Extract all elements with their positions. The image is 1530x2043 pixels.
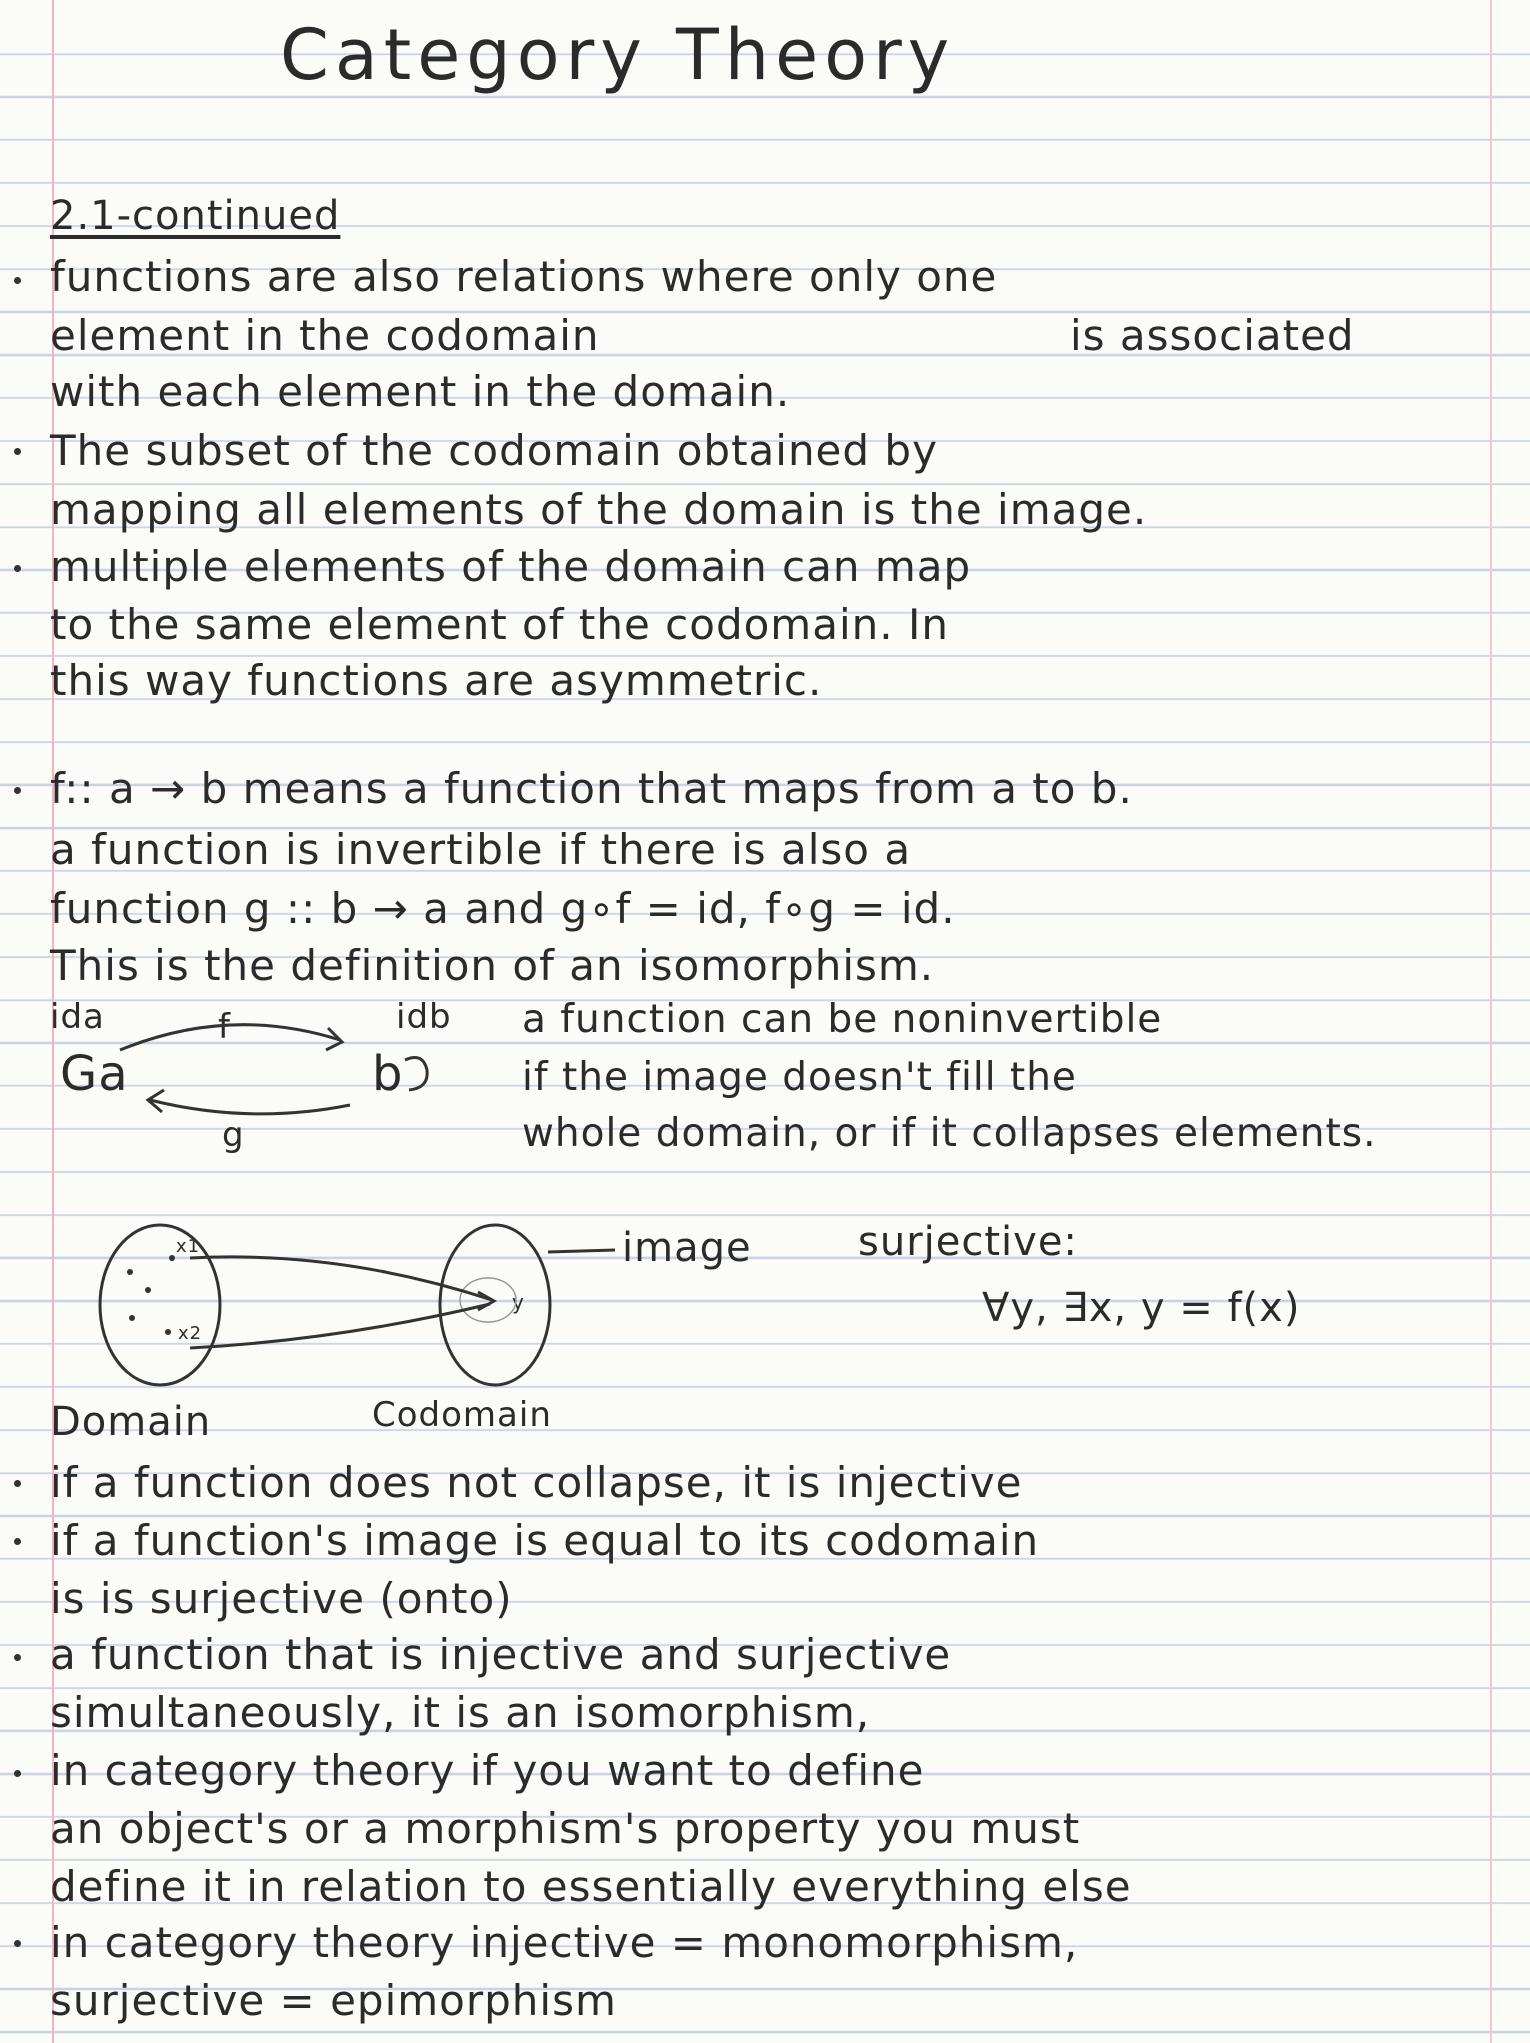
x2-label: x2 — [178, 1323, 203, 1344]
domain-point — [129, 1315, 135, 1321]
g-arrow — [150, 1100, 350, 1114]
surjective-formula: ∀y, ∃x, y = f(x) — [982, 1285, 1301, 1331]
page-title: Category Theory — [280, 14, 956, 96]
map-arrowhead — [478, 1292, 494, 1310]
note-line: The subset of the codomain obtained by — [50, 426, 938, 475]
surjective-label: surjective: — [858, 1219, 1078, 1265]
image-pointer — [548, 1250, 615, 1252]
note-line: define it in relation to essentially everything else — [50, 1862, 1132, 1911]
note-line: function g :: b → a and g∘f = id, f∘g = id. — [50, 884, 956, 933]
image-label: image — [622, 1225, 752, 1271]
note-line: a function is invertible if there is also a — [50, 825, 912, 874]
domain-point — [127, 1269, 133, 1275]
ga-label: Ga — [60, 1046, 129, 1102]
note-line: is is surjective (onto) — [50, 1574, 513, 1623]
note-line: in category theory if you want to define — [50, 1746, 925, 1795]
g-arrow-label: g — [222, 1115, 245, 1155]
note-line: mapping all elements of the domain is the image. — [50, 485, 1148, 534]
note-line: multiple elements of the domain can map — [50, 542, 972, 591]
codomain-label: Codomain — [372, 1395, 552, 1435]
domain-point — [165, 1329, 171, 1335]
section-heading: 2.1-continued — [50, 193, 341, 239]
note-line: simultaneously, it is an isomorphism, — [50, 1688, 871, 1737]
id-b-loop — [405, 1058, 427, 1090]
note-line: f:: a → b means a function that maps from a to b. — [50, 764, 1133, 813]
note-line: if a function does not collapse, it is injective — [50, 1458, 1023, 1507]
domain-point — [169, 1255, 175, 1261]
note-line: a function can be noninvertible — [522, 997, 1163, 1042]
id-a-label: ida — [50, 997, 105, 1037]
domain-circle — [100, 1225, 220, 1385]
domain-point — [145, 1287, 151, 1293]
note-line: to the same element of the codomain. In — [50, 600, 949, 649]
codomain-circle — [440, 1225, 550, 1385]
note-line: This is the definition of an isomorphism. — [50, 941, 935, 990]
note-line: with each element in the domain. — [50, 367, 791, 416]
f-arrow — [120, 1025, 340, 1050]
note-line: this way functions are asymmetric. — [50, 656, 823, 705]
f-arrow-label: f — [218, 1007, 231, 1047]
note-line: element in the codomain — [50, 311, 600, 360]
note-line: if a function's image is equal to its codomain — [50, 1516, 1040, 1565]
x1-label: x1 — [176, 1236, 201, 1257]
y-label: y — [512, 1290, 525, 1314]
b-label: b — [372, 1046, 404, 1102]
note-line: an object's or a morphism's property you must — [50, 1804, 1081, 1853]
note-line: is associated — [1070, 311, 1355, 360]
note-line: in category theory injective = monomorphism, — [50, 1918, 1079, 1967]
note-line: whole domain, or if it collapses elements. — [522, 1111, 1377, 1156]
domain-label: Domain — [50, 1399, 212, 1445]
note-line: functions are also relations where only one — [50, 252, 998, 301]
id-b-label: idb — [396, 997, 452, 1037]
note-line: if the image doesn't fill the — [522, 1055, 1077, 1100]
note-line: a function that is injective and surjective — [50, 1630, 952, 1679]
note-line: surjective = epimorphism — [50, 1976, 617, 2025]
